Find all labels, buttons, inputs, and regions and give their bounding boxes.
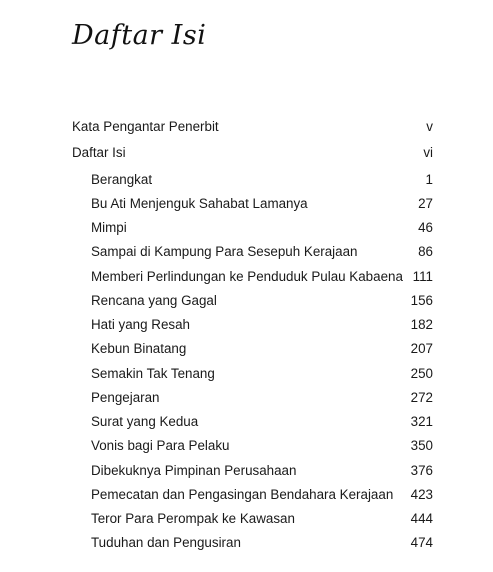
toc-entry-page: 376	[410, 463, 433, 478]
toc-entry-page: 111	[412, 269, 433, 284]
toc-entry-page: 321	[410, 414, 433, 429]
toc-entry-title: Rencana yang Gagal	[91, 293, 217, 308]
toc-row-front-matter	[72, 117, 433, 137]
toc-row-chapter	[91, 436, 433, 456]
toc-entry-page: 46	[418, 220, 433, 235]
toc-entry-page: 250	[410, 366, 433, 381]
toc-entry-title: Teror Para Perompak ke Kawasan	[91, 511, 295, 526]
toc-row-chapter	[91, 170, 433, 190]
toc-entry-page: 27	[418, 196, 433, 211]
toc-entry-page: 182	[410, 317, 433, 332]
toc-entry-page: 207	[410, 341, 433, 356]
toc-row-chapter	[91, 485, 433, 505]
toc-row-front-matter	[72, 143, 433, 163]
toc-entry-title: Kebun Binatang	[91, 341, 187, 356]
toc-row-chapter	[91, 315, 433, 335]
page-title: Daftar Isi	[72, 20, 207, 51]
toc-entry-title: Hati yang Resah	[91, 317, 190, 332]
toc-entry-title: Berangkat	[91, 172, 153, 187]
toc-row-chapter	[91, 339, 433, 359]
toc-entry-page: 1	[425, 172, 433, 187]
toc-entry-page: 156	[410, 293, 433, 308]
toc-row-chapter	[91, 388, 433, 408]
toc-row-chapter	[91, 509, 433, 529]
toc-row-chapter	[91, 412, 433, 432]
toc-entry-title: Tuduhan dan Pengusiran	[91, 535, 241, 550]
toc-entry-title: Kata Pengantar Penerbit	[72, 119, 219, 134]
toc-row-chapter	[91, 364, 433, 384]
toc-entry-title: Surat yang Kedua	[91, 414, 199, 429]
toc-row-chapter	[91, 218, 433, 238]
toc-row-chapter	[91, 194, 433, 214]
toc-entry-page: 272	[410, 390, 433, 405]
toc-row-chapter	[91, 461, 433, 481]
toc-entry-title: Vonis bagi Para Pelaku	[91, 438, 230, 453]
toc-entry-page: 350	[410, 438, 433, 453]
toc-entry-title: Semakin Tak Tenang	[91, 366, 215, 381]
toc-entry-title: Memberi Perlindungan ke Penduduk Pulau Kabaena	[91, 269, 403, 284]
toc-entry-page: vi	[423, 145, 433, 160]
toc-row-chapter	[91, 267, 433, 287]
toc-entry-page: 444	[410, 511, 433, 526]
toc-row-chapter	[91, 242, 433, 262]
toc-entry-title: Dibekuknya Pimpinan Perusahaan	[91, 463, 297, 478]
toc-entry-page: v	[426, 119, 433, 134]
toc-entry-title: Sampai di Kampung Para Sesepuh Kerajaan	[91, 244, 358, 259]
toc-entry-page: 86	[418, 244, 433, 259]
toc-entry-page: 423	[410, 487, 433, 502]
toc-row-chapter	[91, 533, 433, 553]
toc-entry-title: Pemecatan dan Pengasingan Bendahara Kerajaan	[91, 487, 394, 502]
toc-entry-title: Bu Ati Menjenguk Sahabat Lamanya	[91, 196, 308, 211]
toc-entry-title: Daftar Isi	[72, 145, 126, 160]
toc-entry-title: Pengejaran	[91, 390, 160, 405]
toc-row-chapter	[91, 291, 433, 311]
toc-entry-page: 474	[410, 535, 433, 550]
toc-entry-title: Mimpi	[91, 220, 127, 235]
